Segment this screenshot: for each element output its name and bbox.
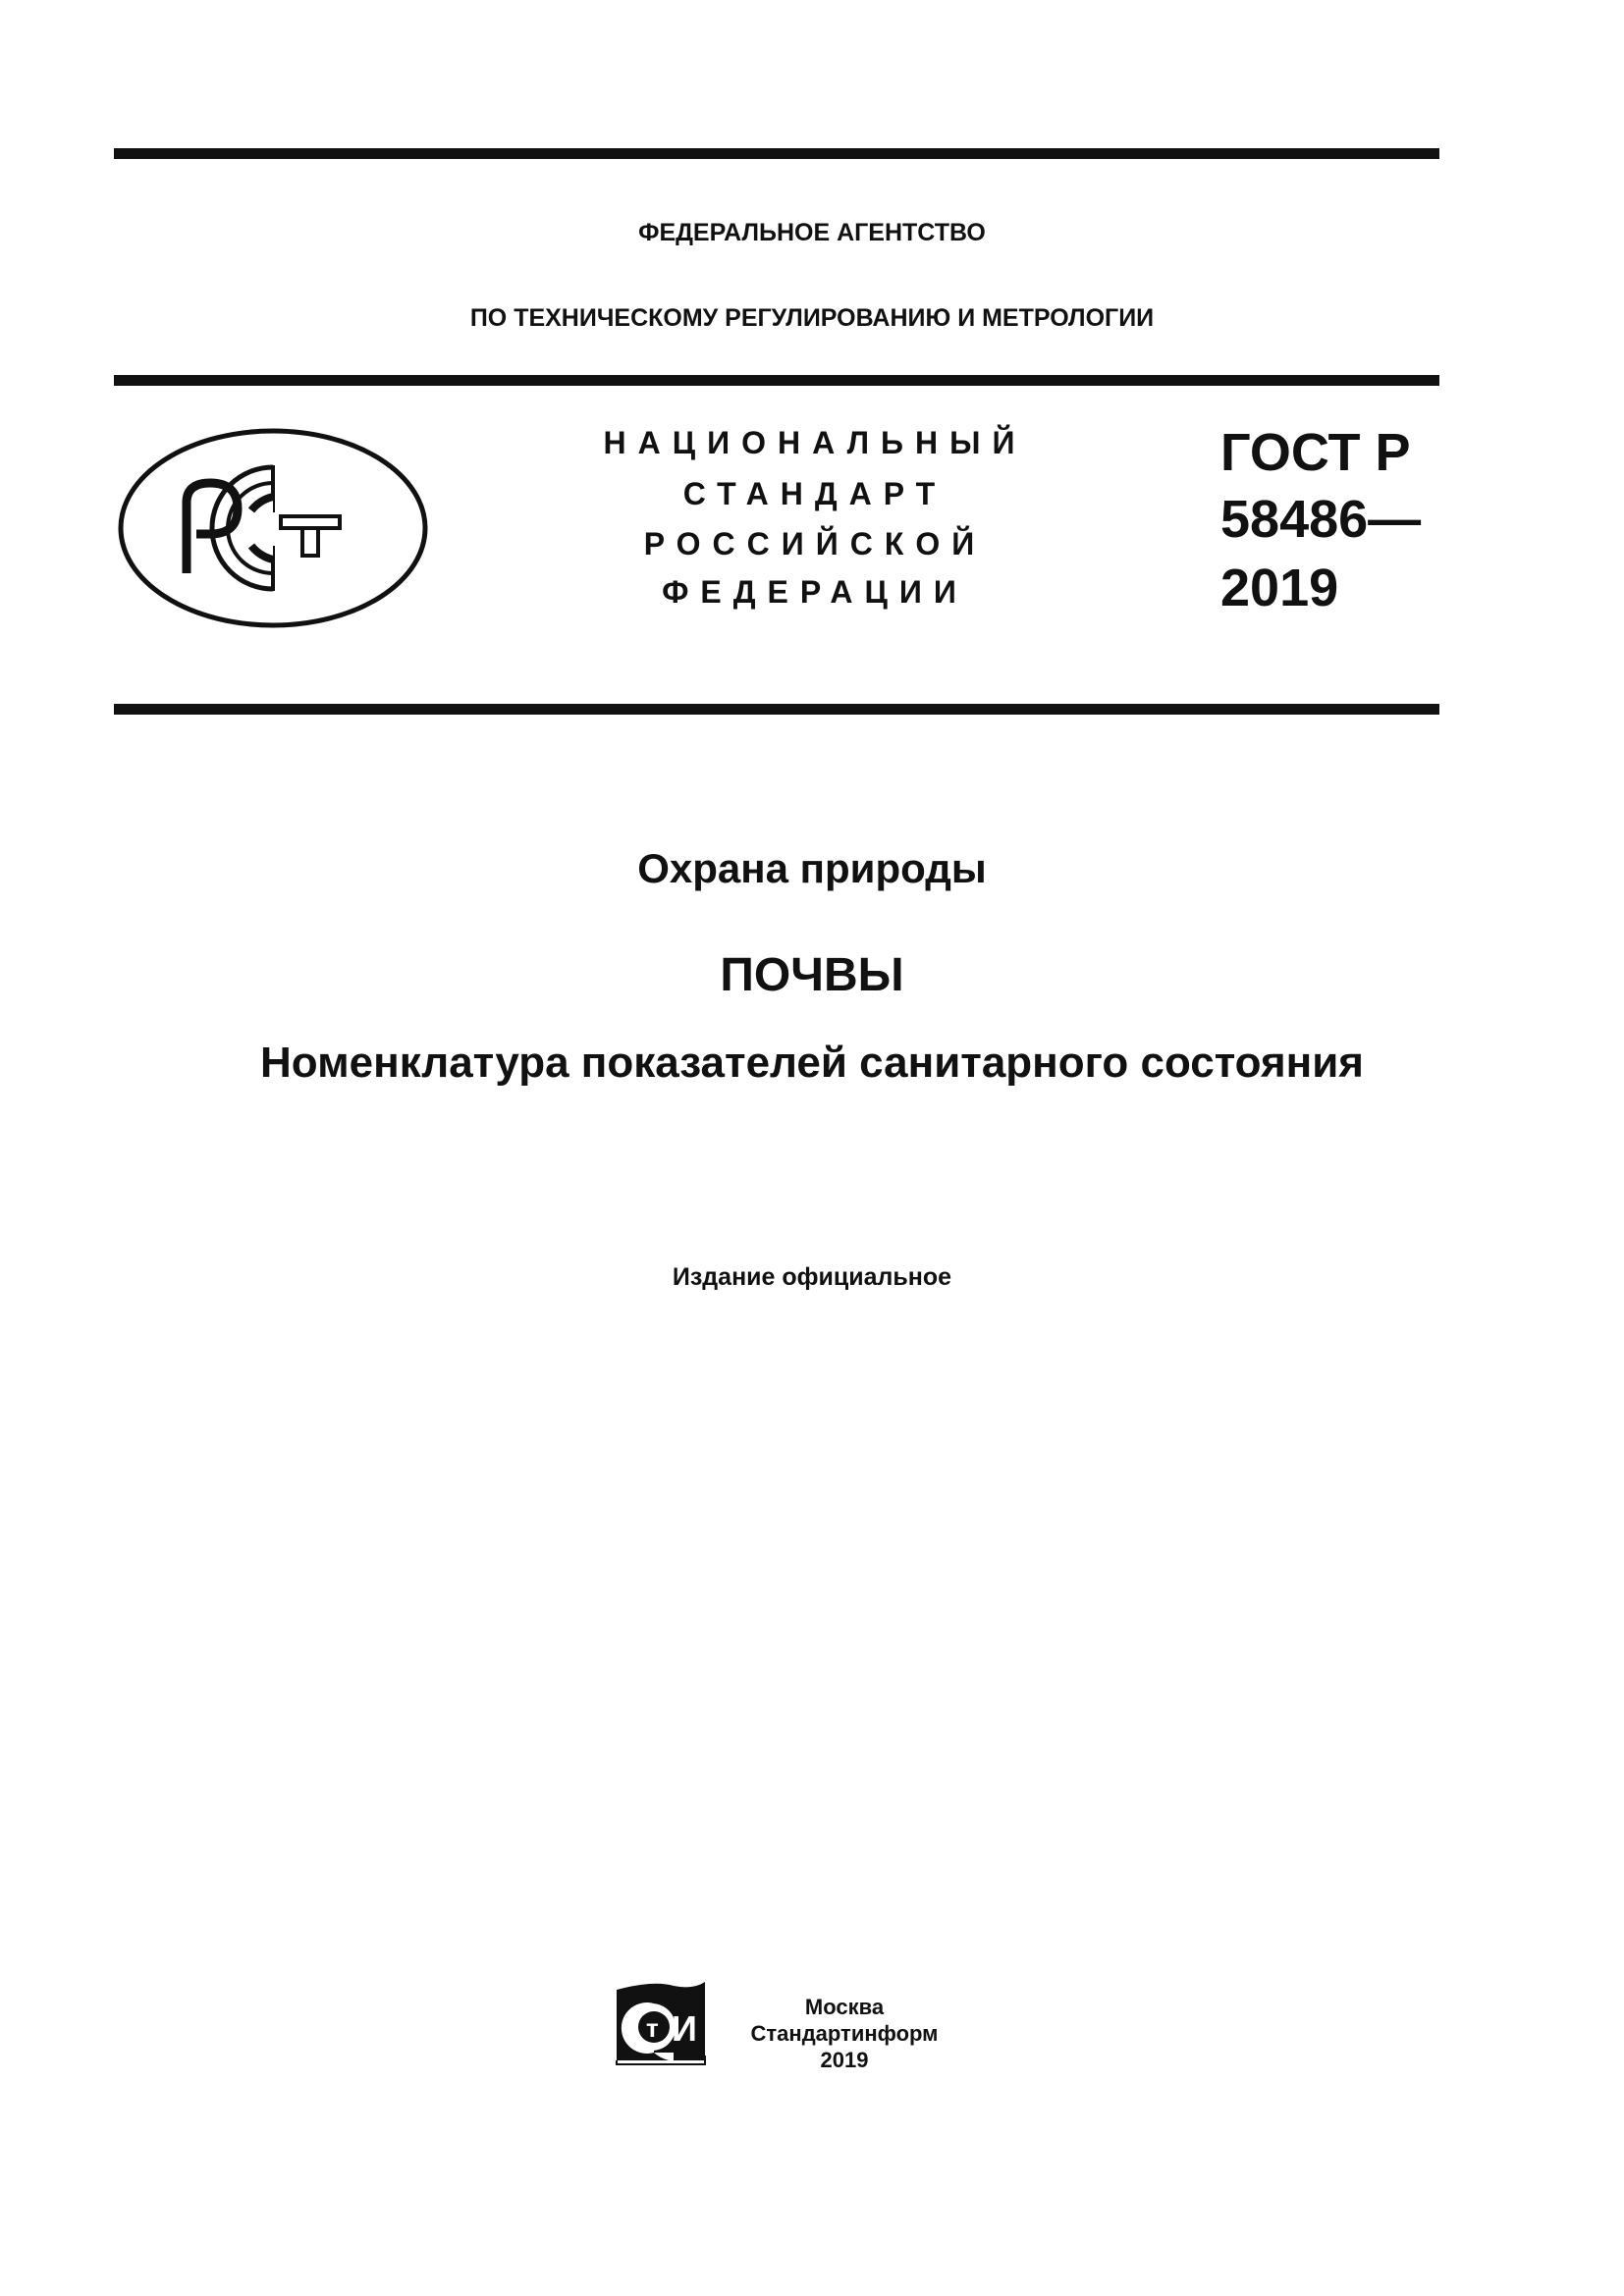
standard-type-line: СТАНДАРТ xyxy=(682,476,947,511)
agency-line-2: ПО ТЕХНИЧЕСКОМУ РЕГУЛИРОВАНИЮ И МЕТРОЛОГИИ xyxy=(469,304,1155,332)
publisher-name: Стандартинформ xyxy=(750,2021,939,2046)
document-group-title: Охрана природы xyxy=(637,845,987,891)
gost-r-logo xyxy=(116,426,430,630)
agency-line-1: ФЕДЕРАЛЬНОЕ АГЕНТСТВО xyxy=(638,219,986,246)
svg-text:т: т xyxy=(646,2013,659,2043)
gost-designation: ГОСТ Р xyxy=(1220,423,1411,482)
top-rule xyxy=(114,148,1439,159)
standard-type-line: ФЕДЕРАЦИИ xyxy=(662,574,968,610)
gost-number: 58486— xyxy=(1220,490,1422,549)
edition-label: Издание официальное xyxy=(672,1263,952,1291)
document-subtitle: Номенклатура показателей санитарного состояния xyxy=(260,1039,1364,1087)
document-main-title: ПОЧВЫ xyxy=(720,949,904,1001)
standartinform-logo xyxy=(615,1978,709,2071)
publisher-city: Москва xyxy=(804,1995,885,2019)
standard-type-line: РОССИЙСКОЙ xyxy=(643,526,987,561)
title-rule xyxy=(114,704,1439,715)
svg-text:И: И xyxy=(672,2008,697,2049)
standard-type-line: НАЦИОНАЛЬНЫЙ xyxy=(603,425,1027,460)
publication-year: 2019 xyxy=(820,2048,869,2072)
gost-year: 2019 xyxy=(1220,559,1339,617)
header-rule xyxy=(114,375,1439,386)
